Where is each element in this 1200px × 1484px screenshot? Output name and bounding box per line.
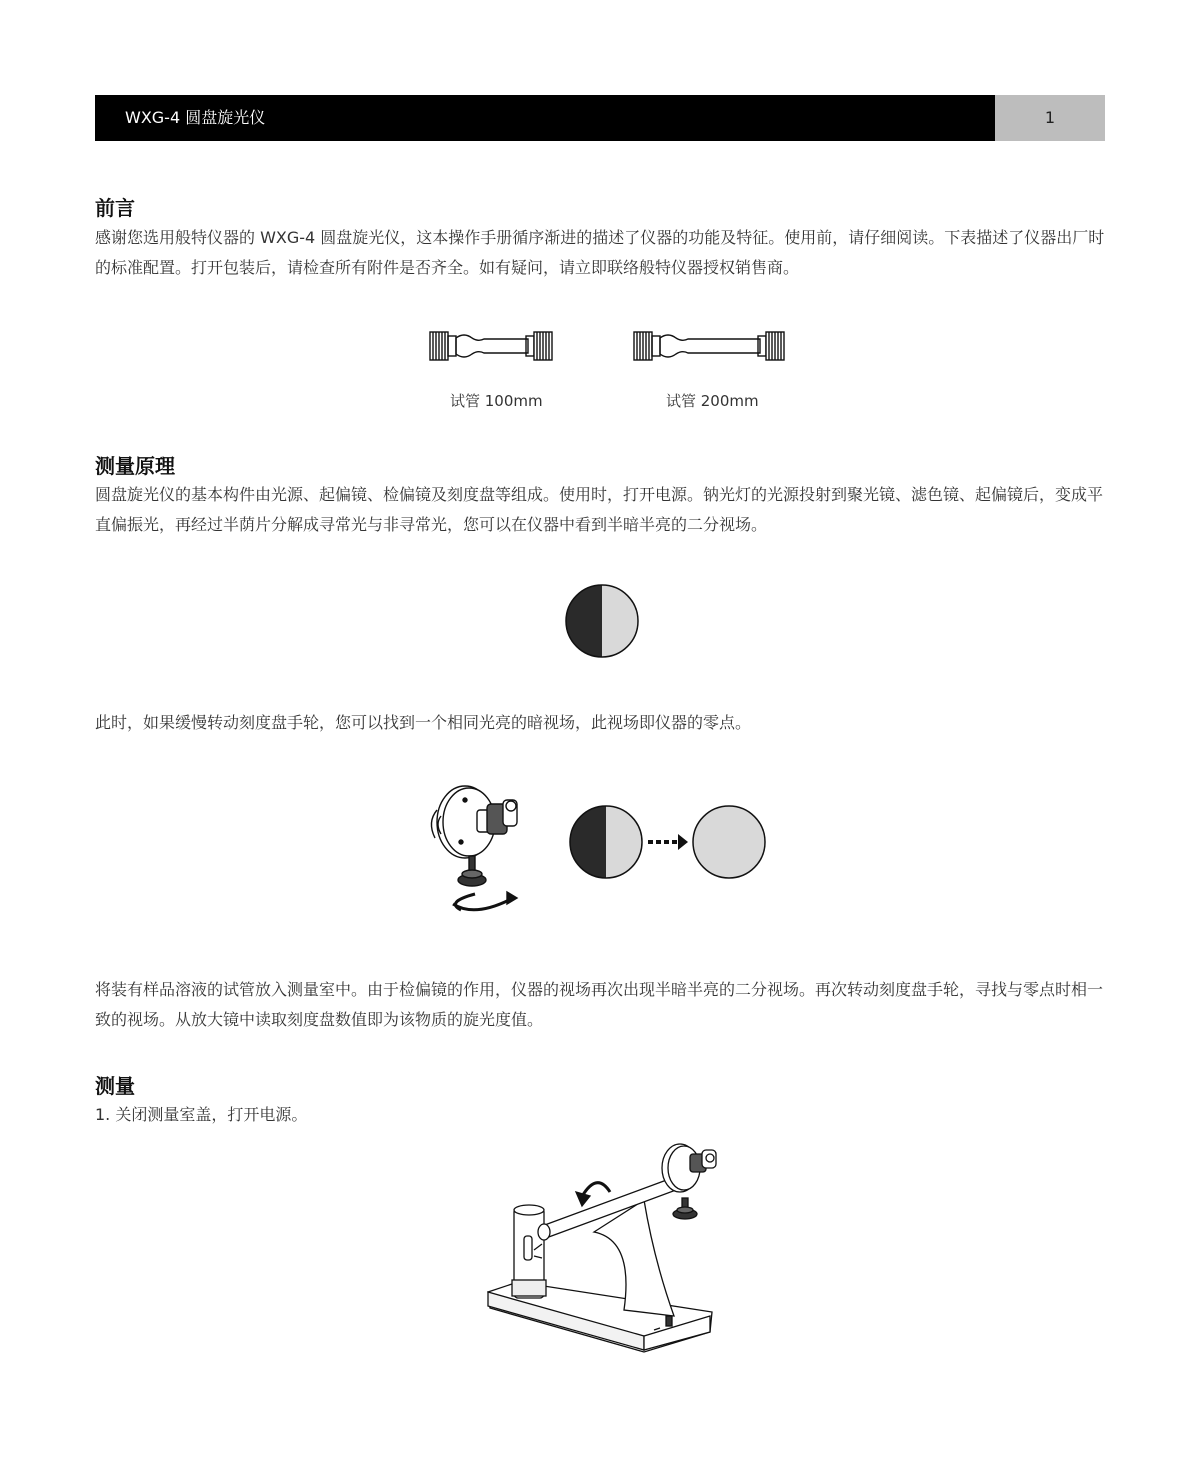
dial-knob-illustration [425,780,535,922]
page-header [95,95,1105,141]
principle-body: 圆盘旋光仪的基本构件由光源、起偏镜、检偏镜及刻度盘等组成。使用时，打开电源。钠光灯的光源投射到聚光镜、滤色镜、起偏镜后，变成平直偏振光，再经过半荫片分解成寻常光与非寻常光，您可以在仪器中看到半暗半亮的二分视场。 [95,485,1104,534]
polarimeter-illustration [484,1140,724,1358]
document-title: WXG-4 圆盘旋光仪 [95,95,995,141]
uniform-field-icon [692,805,766,879]
tube-100mm-illustration [428,326,554,366]
measurement-step-1: 1. 关闭测量室盖，打开电源。 [95,1105,308,1124]
tube-200mm-caption: 试管 200mm [666,392,759,410]
page-number: 1 [995,95,1105,141]
principle-heading: 测量原理 [95,454,175,478]
preface-heading: 前言 [95,196,135,220]
measurement-principle-body: 将装有样品溶液的试管放入测量室中。由于检偏镜的作用，仪器的视场再次出现半暗半亮的二分视场。再次转动刻度盘手轮，寻找与零点时相一致的视场。从放大镜中读取刻度盘数值即为该物质的旋光度值。 [95,980,1104,1029]
split-field-icon [565,584,639,658]
tube-200mm-illustration [632,326,786,366]
tube-100mm-caption: 试管 100mm [450,392,543,410]
split-field-icon-2 [569,805,643,879]
measurement-heading: 测量 [95,1074,135,1098]
preface-body: 感谢您选用般特仪器的 WXG-4 圆盘旋光仪，这本操作手册循序渐进的描述了仪器的功能及特征。使用前，请仔细阅读。下表描述了仪器出厂时的标准配置。打开包装后，请检查所有附件是否齐全。如有疑问，请立即联络般特仪器授权销售商。 [95,228,1105,277]
dashed-arrow-icon [648,832,690,852]
zero-point-body: 此时，如果缓慢转动刻度盘手轮，您可以找到一个相同光亮的暗视场，此视场即仪器的零点。 [95,713,752,732]
